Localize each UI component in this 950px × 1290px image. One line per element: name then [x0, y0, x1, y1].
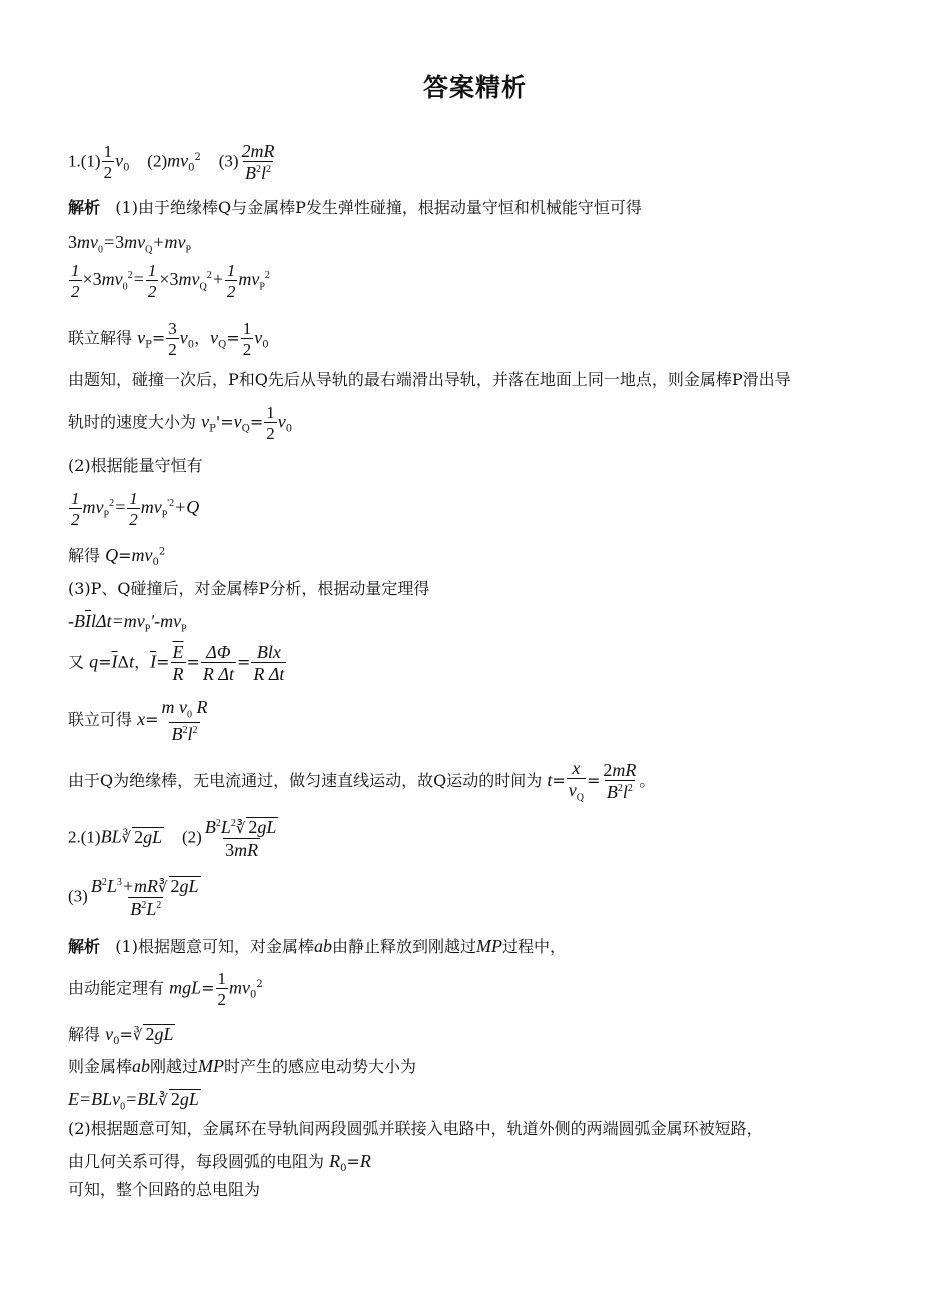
q1-analysis-line-7: (2)根据能量守恒有 [68, 456, 203, 475]
q2-answer-2: (3) $\frac{B^2L^3+mR∛ 2gL}{B^2L^2}$ [68, 876, 199, 919]
q1-charge-equation: 又 $q=\overline{I}\Delta t$，$\overline{I}=$ $\frac{\overline{E}}{R}$ = $\frac{\Delta\Phi}{\text{R Δt}}$ = $\frac{\text{Blx}}{\text{R Δt}}$ [68, 642, 285, 684]
analysis-label: 解析 [68, 198, 101, 217]
q1-exit-speed: 轨时的速度大小为 $v_P'=v_Q=$ $\frac{1}{2}$ $v_0$ [68, 403, 293, 443]
q2-speed-result: 解得 $v_0=∛$ 2gL [68, 1024, 174, 1048]
q1-displacement: 联立可得 x= $\frac{m v_0 R}{B^2l^2}$ [68, 697, 208, 744]
q1-time-result: 由于Q为绝缘棒，无电流通过，做匀速直线运动，故Q运动的时间为 t= $\frac{x}{v_Q}$ = $\frac{2mR}{B^2l^2}$ 。 [68, 758, 656, 804]
q1-analysis-line-5: 由题知，碰撞一次后，P和Q先后从导轨的最右端滑出导轨，并落在地面上同一地点，则金属棒P滑出导 [68, 370, 791, 389]
q1-energy-conservation: $\frac{1}{2}$ $mv_P^2=$ $\frac{1}{2}$ $mv_P^{'2}+Q$ [71, 489, 200, 529]
q2-analysis-line-6: (2)根据题意可知，金属环在导轨间两段圆弧并联接入电路中，轨道外侧的两端圆弧金属环被短路， [68, 1119, 763, 1138]
q2-arc-resistance: 由几何关系可得，每段圆弧的电阻为 $R_0=R$ [68, 1151, 371, 1175]
q2-kinetic-energy: 由动能定理有 mgL= $\frac{1}{2}$ $mv_0^2$ [68, 969, 263, 1009]
q1-heat-result: 解得 $Q=mv_0^2$ [68, 545, 166, 569]
q2-analysis-line-1: 解析 (1)根据题意可知，对金属棒ab由静止释放到刚越过MP过程中， [68, 936, 566, 956]
q2-analysis-line-8: 可知，整个回路的总电阻为 [68, 1180, 261, 1199]
q2-emf-equation: E=BLv$_0$=BL∛ 2gL [68, 1089, 199, 1113]
q2-analysis-line-4: 则金属棒ab刚越过MP时产生的感应电动势大小为 [68, 1056, 417, 1076]
q1-analysis-line-10: (3)P、Q碰撞后，对金属棒P分析，根据动量定理得 [68, 579, 430, 598]
q1-solve-velocities: 联立解得 $v_P=$ $\frac{3}{2}$ $v_0$，$v_Q=$ $\frac{1}{2}$ $v_0$ [68, 319, 269, 359]
q1-impulse-equation: $-B\overline{I}l\Delta t=mv_P'-mv_P$ [68, 611, 187, 635]
q1-momentum-equation: $3mv_0=3mv_Q+mv_P$ [68, 232, 192, 256]
page-title: 答案精析 [422, 73, 527, 102]
q1-analysis-line-1: 解析 (1)由于绝缘棒Q与金属棒P发生弹性碰撞，根据动量守恒和机械能守恒可得 [68, 198, 642, 217]
q1-answer: 1.(1) $\frac{1}{2}$ $v_0$ $(2)mv_0^2$ (3) $\frac{2mR}{B^2l^2}$ [68, 141, 275, 183]
q2-answer-1: 2.(1)BL∛ 2gL (2) $\frac{B^2L^2∛ 2gL}{3mR}$ [68, 817, 277, 860]
q1-energy-equation: $\frac{1}{2}$ $\times 3mv_0^2=$ $\frac{1}{2}$ $\times 3mv_Q^2+$ $\frac{1}{2}$ $mv_P^2$ [71, 261, 270, 301]
